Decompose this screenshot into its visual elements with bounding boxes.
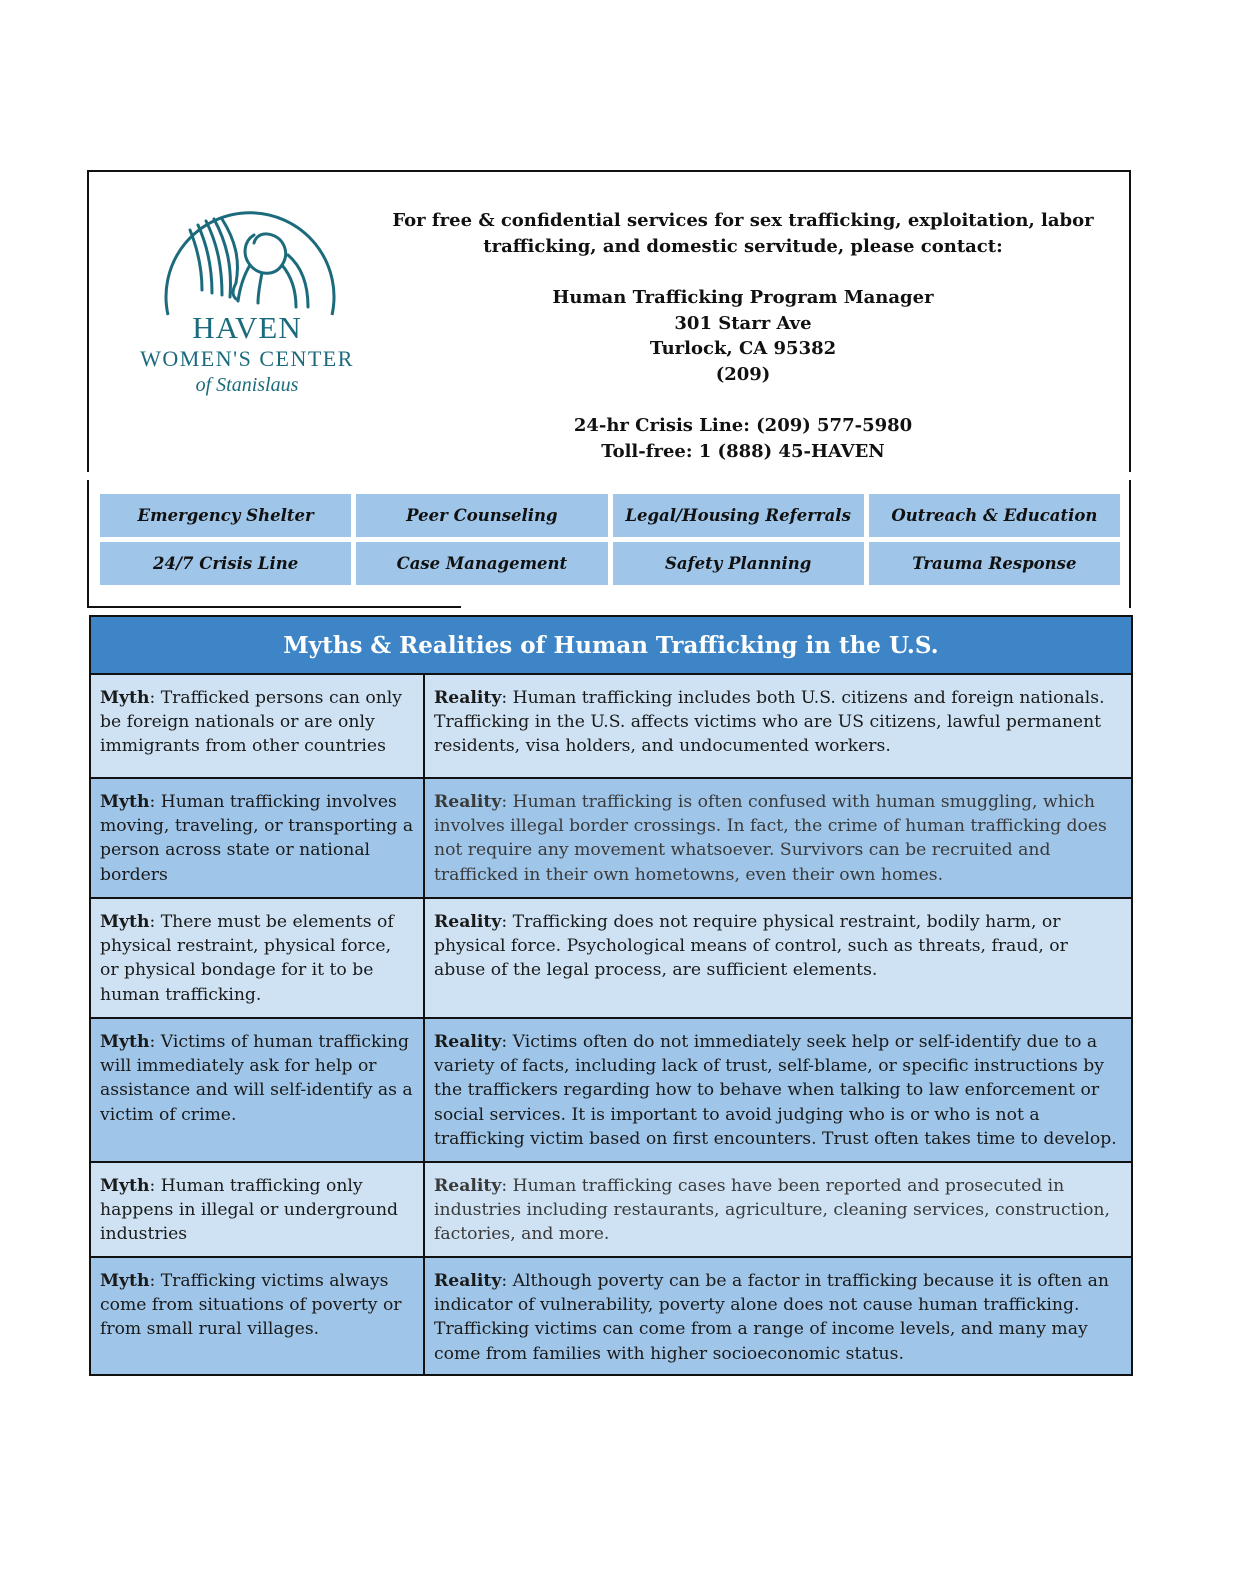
reality-label: Reality [434, 1176, 502, 1196]
reality-text: Trafficking does not require physical restraint, bodily harm, or physical force. Psychological means of control, such as threats, fraud, or abuse of the legal process, are sufficient elements. [434, 912, 1068, 981]
header-box-gap-right [1126, 472, 1134, 480]
service-trauma-response: Trauma Response [869, 542, 1120, 585]
myth-text: Victims of human trafficking will immediately ask for help or assistance and will self-identify as a victim of crime. [100, 1032, 413, 1125]
myth-cell: Myth: Trafficking victims always come from situations of poverty or from small rural villages. [91, 1258, 425, 1374]
contact-phone: (209) [715, 363, 771, 385]
myth-label: Myth [100, 912, 150, 932]
contact-city: Turlock, CA 95382 [649, 338, 837, 359]
reality-text: Although poverty can be a factor in trafficking because it is often an indicator of vulnerability, poverty alone does not cause human trafficking. Trafficking victims can come from a range of income levels, and many may come from families with higher socioeconomic status. [434, 1271, 1109, 1364]
contact-intro-line-1: For free & confidential services for sex trafficking, exploitation, labor [392, 210, 1094, 231]
reality-label: Reality [434, 1032, 502, 1052]
table-row [91, 675, 1131, 777]
contact-street: 301 Starr Ave [674, 312, 812, 334]
service-case-management: Case Management [356, 542, 607, 585]
table-row [91, 1161, 1131, 1256]
myth-cell: Myth: Trafficked persons can only be foreign nationals or are only immigrants from other countries [91, 675, 425, 777]
reality-cell: Reality: Victims often do not immediately seek help or self-identify due to a variety of facts, including lack of trust, self-blame, or specific instructions by the traffickers regarding how to behave when talking to law enforcement or social services. It is important to avoid judging who is or who is not a trafficking victim based on first encounters. Trust often takes time to develop. [434, 1032, 1117, 1149]
myth-label: Myth [100, 1176, 150, 1196]
myth-text: Trafficked persons can only be foreign nationals or are only immigrants from other countries [100, 688, 402, 757]
table-row [91, 1017, 1131, 1161]
myth-label: Myth [100, 1271, 150, 1291]
service-outreach-education: Outreach & Education [869, 494, 1120, 537]
contact-block [390, 208, 1096, 464]
myth-label: Myth [100, 792, 150, 812]
myth-text: There must be elements of physical restraint, physical force, or physical bondage for it to be human trafficking. [100, 912, 394, 1005]
myths-realities-table [89, 615, 1133, 1376]
header-box-gap-left [85, 472, 91, 480]
reality-text: Human trafficking includes both U.S. citizens and foreign nationals. Trafficking in the U.S. affects victims who are US citizens, lawful permanent residents, visa holders, and undocumented workers. [434, 688, 1105, 757]
service-peer-counseling: Peer Counseling [356, 494, 607, 537]
contact-intro-line-2: trafficking, and domestic servitude, please contact: [483, 235, 1003, 257]
toll-free-line: Toll-free: 1 (888) 45-HAVEN [601, 440, 885, 462]
reality-text: Human trafficking is often confused with human smuggling, which involves illegal border crossings. In fact, the crime of human trafficking does not require any movement whatsoever. Survivors can be recruited and trafficked in their own hometowns, even their own homes. [434, 792, 1107, 885]
header-box-bottom-line [87, 606, 461, 608]
service-legal-housing-referrals: Legal/Housing Referrals [613, 494, 864, 537]
reality-cell: Reality: Human trafficking includes both U.S. citizens and foreign nationals. Trafficking in the U.S. affects victims who are US citizens, lawful permanent residents, visa holders, and undocumented workers. [434, 688, 1105, 757]
service-crisis-line: 24/7 Crisis Line [100, 542, 351, 585]
myth-cell: Myth: Human trafficking involves moving, traveling, or transporting a person across state or national borders [91, 779, 425, 897]
table-row [91, 1256, 1131, 1374]
logo-subtitle: WOMEN'S CENTER [140, 346, 354, 371]
reality-cell: Reality: Although poverty can be a factor in trafficking because it is often an indicator of vulnerability, poverty alone does not cause human trafficking. Trafficking victims can come from a range of income levels, and many may come from families with higher socioeconomic status. [434, 1271, 1109, 1364]
service-safety-planning: Safety Planning [613, 542, 864, 585]
reality-cell: Reality: Human trafficking cases have been reported and prosecuted in industries including restaurants, agriculture, cleaning services, construction, factories, and more. [434, 1176, 1110, 1245]
myth-cell: Myth: Victims of human trafficking will immediately ask for help or assistance and will self-identify as a victim of crime. [91, 1019, 425, 1161]
myth-label: Myth [100, 688, 150, 708]
services-grid [100, 494, 1120, 585]
myths-title: Myths & Realities of Human Trafficking in the U.S. [91, 617, 1131, 675]
myth-cell: Myth: Human trafficking only happens in illegal or underground industries [91, 1163, 425, 1256]
reality-label: Reality [434, 912, 502, 932]
table-row [91, 777, 1131, 897]
table-row [91, 897, 1131, 1017]
reality-label: Reality [434, 1271, 502, 1291]
reality-label: Reality [434, 792, 502, 812]
service-emergency-shelter: Emergency Shelter [100, 494, 351, 537]
reality-text: Victims often do not immediately seek help or self-identify due to a variety of facts, including lack of trust, self-blame, or specific instructions by the traffickers regarding how to behave when talking to law enforcement or social services. It is important to avoid judging who is or who is not a trafficking victim based on first encounters. Trust often takes time to develop. [434, 1032, 1117, 1149]
logo-name: HAVEN [192, 310, 302, 345]
logo-location: of Stanislaus [195, 374, 299, 396]
reality-text: Human trafficking cases have been reported and prosecuted in industries including restaurants, agriculture, cleaning services, construction, factories, and more. [434, 1176, 1110, 1245]
reality-label: Reality [434, 688, 502, 708]
reality-cell: Reality: Trafficking does not require physical restraint, bodily harm, or physical force. Psychological means of control, such as threats, fraud, or abuse of the legal process, are sufficient elements. [434, 912, 1068, 981]
myth-text: Human trafficking only happens in illegal or underground industries [100, 1176, 399, 1245]
myth-text: Trafficking victims always come from situations of poverty or from small rural villages. [100, 1271, 402, 1340]
reality-cell: Reality: Human trafficking is often confused with human smuggling, which involves illegal border crossings. In fact, the crime of human trafficking does not require any movement whatsoever. Survivors can be recruited and trafficked in their own hometowns, even their own homes. [434, 792, 1107, 885]
myth-label: Myth [100, 1032, 150, 1052]
myth-cell: Myth: There must be elements of physical restraint, physical force, or physical bondage for it to be human trafficking. [91, 899, 425, 1017]
crisis-line: 24-hr Crisis Line: (209) 577-5980 [573, 415, 913, 436]
myth-text: Human trafficking involves moving, traveling, or transporting a person across state or national borders [100, 792, 414, 885]
contact-role: Human Trafficking Program Manager [552, 287, 934, 308]
